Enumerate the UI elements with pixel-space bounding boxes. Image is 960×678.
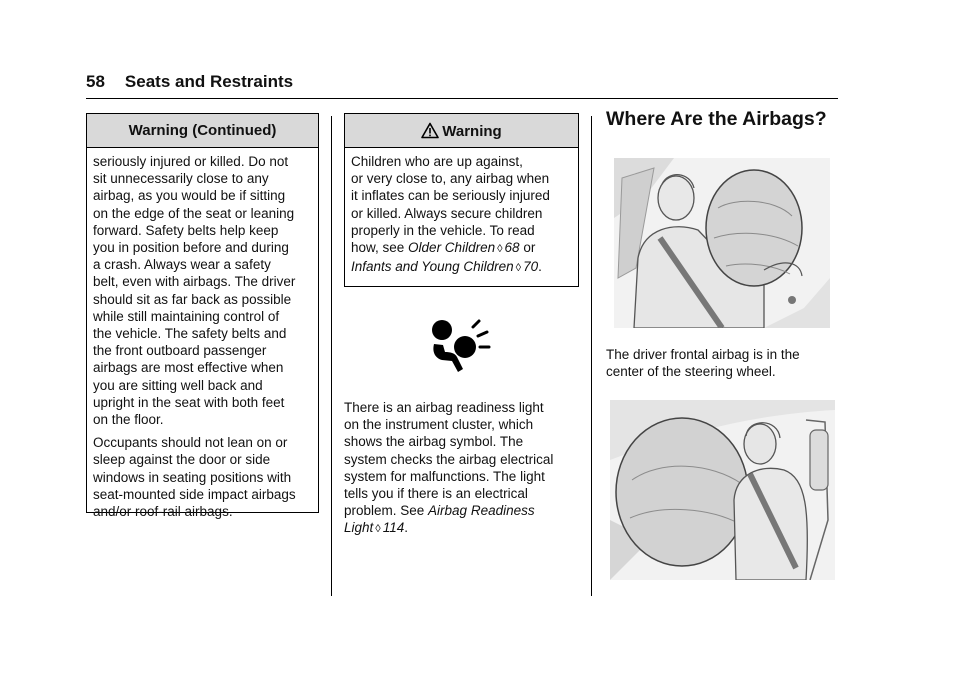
- airbag-readiness-link-cont[interactable]: Light: [344, 520, 374, 536]
- page-number: 58: [86, 72, 105, 91]
- text-line: airbag, as you would be if sitting: [93, 188, 286, 204]
- warning-triangle-icon: [421, 122, 439, 139]
- header-rule: [86, 98, 838, 99]
- ref-prefix: how, see: [351, 240, 409, 256]
- text-line: [351, 258, 572, 277]
- driver-airbag-drawing: [614, 158, 830, 328]
- text-line: seriously injured or killed. Do not: [93, 154, 289, 169]
- text-line: shows the airbag symbol. The: [344, 434, 524, 450]
- older-children-link[interactable]: Older Children: [408, 240, 496, 256]
- driver-airbag-illustration: [614, 158, 830, 328]
- warning-title-label: Warning: [442, 123, 502, 140]
- airbag-readiness-link[interactable]: Airbag Readiness: [428, 503, 535, 519]
- column-divider-2: [591, 116, 592, 596]
- text-line: seat-mounted side impact airbags: [93, 486, 296, 502]
- text-line: properly in the vehicle. To read: [351, 222, 535, 238]
- infants-children-link[interactable]: Infants and Young Children: [351, 259, 514, 275]
- text-line: [344, 502, 553, 519]
- text-line: There is an airbag readiness light: [344, 400, 544, 415]
- text-line: on the edge of the seat or leaning: [93, 205, 295, 221]
- text-line: sleep against the door or side: [93, 452, 271, 468]
- text-line: center of the steering wheel.: [606, 364, 776, 380]
- page-ref-icon: ◊: [375, 523, 381, 536]
- section-heading: Where Are the Airbags?: [606, 108, 827, 130]
- infants-children-page[interactable]: 70: [523, 259, 539, 275]
- ref-prefix: problem. See: [344, 503, 429, 519]
- text-line: Children who are up against,: [351, 154, 523, 169]
- text-line: or killed. Always secure children: [351, 205, 543, 221]
- text-line: should sit as far back as possible: [93, 291, 292, 307]
- airbag-readiness-page[interactable]: 114: [382, 520, 405, 536]
- text-line: the vehicle. The safety belts and: [93, 326, 287, 342]
- older-children-page[interactable]: 68: [504, 240, 520, 256]
- driver-airbag-caption: [606, 346, 800, 380]
- text-line: on the instrument cluster, which: [344, 417, 534, 433]
- warning-continued-paragraph-1: [93, 153, 312, 428]
- text-line: [344, 519, 553, 538]
- text-line: windows in seating positions with: [93, 469, 292, 485]
- column-divider-1: [331, 116, 332, 596]
- text-line: you in position before and during: [93, 240, 289, 256]
- text-line: while still maintaining control of: [93, 308, 280, 324]
- warning-continued-body: [87, 148, 318, 532]
- warning-body: [345, 148, 578, 283]
- warning-continued-paragraph-2: [93, 434, 312, 520]
- warning-title: [345, 114, 578, 148]
- page-header: [86, 72, 293, 92]
- text-line: Occupants should not lean on or: [93, 435, 288, 451]
- text-line: tells you if there is an electrical: [344, 486, 528, 502]
- airbag-readiness-paragraph: [344, 399, 553, 539]
- ref-suffix: .: [404, 520, 409, 536]
- page-ref-icon: ◊: [515, 262, 522, 275]
- text-line: you are sitting well back and: [93, 377, 263, 393]
- text-line: a crash. Always wear a safety: [93, 257, 271, 273]
- section-title: Seats and Restraints: [124, 72, 294, 91]
- text-line: and/or roof-rail airbags.: [93, 504, 233, 520]
- airbag-readiness-icon: [428, 317, 492, 373]
- text-line: it inflates can be seriously injured: [351, 188, 550, 204]
- text-line: The driver frontal airbag is in the: [606, 347, 800, 362]
- page-ref-icon: ◊: [497, 243, 503, 256]
- warning-continued-title: Warning (Continued): [87, 114, 318, 148]
- text-line: airbags are most effective when: [93, 360, 284, 376]
- text-line: upright in the seat with both feet: [93, 394, 285, 410]
- warning-continued-box: [86, 113, 319, 520]
- text-line: forward. Safety belts help keep: [93, 222, 279, 238]
- text-line: or very close to, any airbag when: [351, 171, 550, 187]
- text-line: [351, 239, 572, 258]
- warning-box: [344, 113, 579, 287]
- text-line: sit unnecessarily close to any: [93, 171, 269, 187]
- text-line: system checks the airbag electrical: [344, 451, 554, 467]
- ref-suffix: .: [538, 259, 542, 275]
- text-line: system for malfunctions. The light: [344, 468, 545, 484]
- text-line: on the floor.: [93, 412, 164, 428]
- passenger-airbag-illustration: [610, 400, 835, 580]
- passenger-airbag-drawing: [610, 400, 835, 580]
- text-line: the front outboard passenger: [93, 343, 267, 359]
- ref-suffix: or: [519, 240, 536, 256]
- text-line: belt, even with airbags. The driver: [93, 274, 296, 290]
